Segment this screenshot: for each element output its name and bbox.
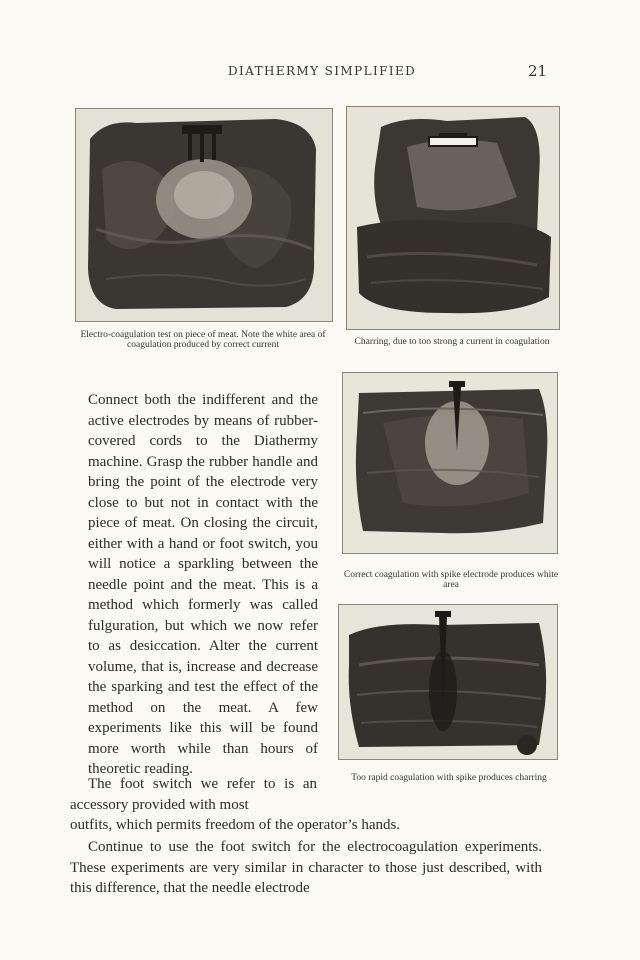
meat-photo-3	[343, 373, 557, 553]
meat-photo-1	[76, 109, 332, 321]
figure-spike-correct	[342, 372, 558, 554]
meat-photo-4	[339, 605, 557, 759]
running-title: DIATHERMY SIMPLIFIED	[228, 64, 417, 78]
paragraph-foot-switch-end: outfits, which permits freedom of the operator’s hands.	[70, 817, 401, 833]
figure-spike-charring	[338, 604, 558, 760]
figure-meat-charring	[346, 106, 560, 330]
figure-1-caption: Electro-coagulation test on piece of meat. Note the white area of coagulation produced by correct current	[80, 330, 326, 350]
figure-3-caption: Correct coagulation with spike electrode produces white area	[343, 570, 559, 590]
meat-photo-2	[347, 107, 559, 329]
figure-meat-coagulation	[75, 108, 333, 322]
running-head	[0, 64, 640, 84]
paragraph-continue: Continue to use the foot switch for the electrocoagulation experiments. These experiments are very similar in character to those just described, with this difference, that the needle electrode	[70, 839, 542, 896]
figure-4-caption: Too rapid coagulation with spike produces charring	[351, 773, 547, 783]
paragraph-electrodes: Connect both the indifferent and the active electrodes by means of rubber-covered cords to the Diathermy machine. Grasp the rubber handle and bring the point of the electrode very close to but not in contact with the piece of meat. On closing the circuit, either with a hand or foot switch, you will notice a sparkling between the needle point and the meat. This is a method which formerly was called fulguration, but which we now refer to as desiccation. Alter the current volume, that is, increase and decrease the sparking and test the effect of the method on the meat. A few experiments like this will be found more worth while than hours of theoretic reading.	[88, 392, 318, 777]
paragraph-foot-switch-start: The foot switch we refer to is an accessory provided with most	[70, 776, 317, 813]
figure-2-caption: Charring, due to too strong a current in coagulation	[354, 337, 550, 347]
page-number: 21	[528, 62, 548, 80]
